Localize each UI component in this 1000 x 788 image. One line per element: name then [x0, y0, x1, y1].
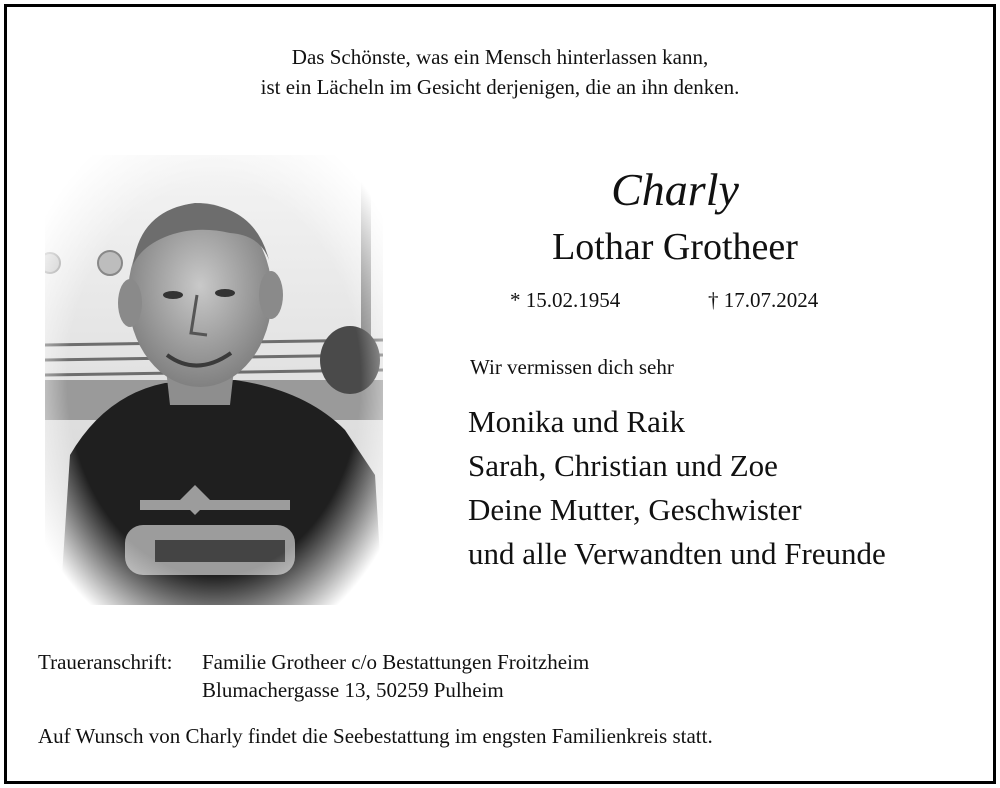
address-line-1: Familie Grotheer c/o Bestattungen Froitzheim	[202, 650, 590, 674]
address-label: Traueranschrift:	[38, 650, 173, 674]
deceased-names	[470, 160, 880, 272]
condolence-address	[38, 648, 589, 704]
address-line-2: Blumachergasse 13, 50259 Pulheim	[202, 678, 504, 702]
quote-line-2: ist ein Lächeln im Gesicht derjenigen, die an ihn denken.	[260, 75, 740, 99]
death-date: † 17.07.2024	[708, 288, 819, 312]
mourners-list	[468, 400, 886, 576]
mourner-line: Deine Mutter, Geschwister	[468, 492, 802, 527]
quote-line-1: Das Schönste, was ein Mensch hinterlassen kann,	[291, 45, 709, 69]
memorial-quote	[0, 42, 1000, 102]
burial-note: Auf Wunsch von Charly findet die Seebestattung im engsten Familienkreis statt.	[38, 724, 713, 748]
mourner-line: und alle Verwandten und Freunde	[468, 536, 886, 571]
deceased-nickname: Charly	[611, 164, 739, 215]
miss-line: Wir vermissen dich sehr	[470, 355, 674, 379]
birth-date: * 15.02.1954	[510, 288, 621, 312]
mourner-line: Monika und Raik	[468, 404, 685, 439]
deceased-full-name: Lothar Grotheer	[552, 226, 798, 268]
mourner-line: Sarah, Christian und Zoe	[468, 448, 778, 483]
portrait-photo	[45, 155, 383, 605]
